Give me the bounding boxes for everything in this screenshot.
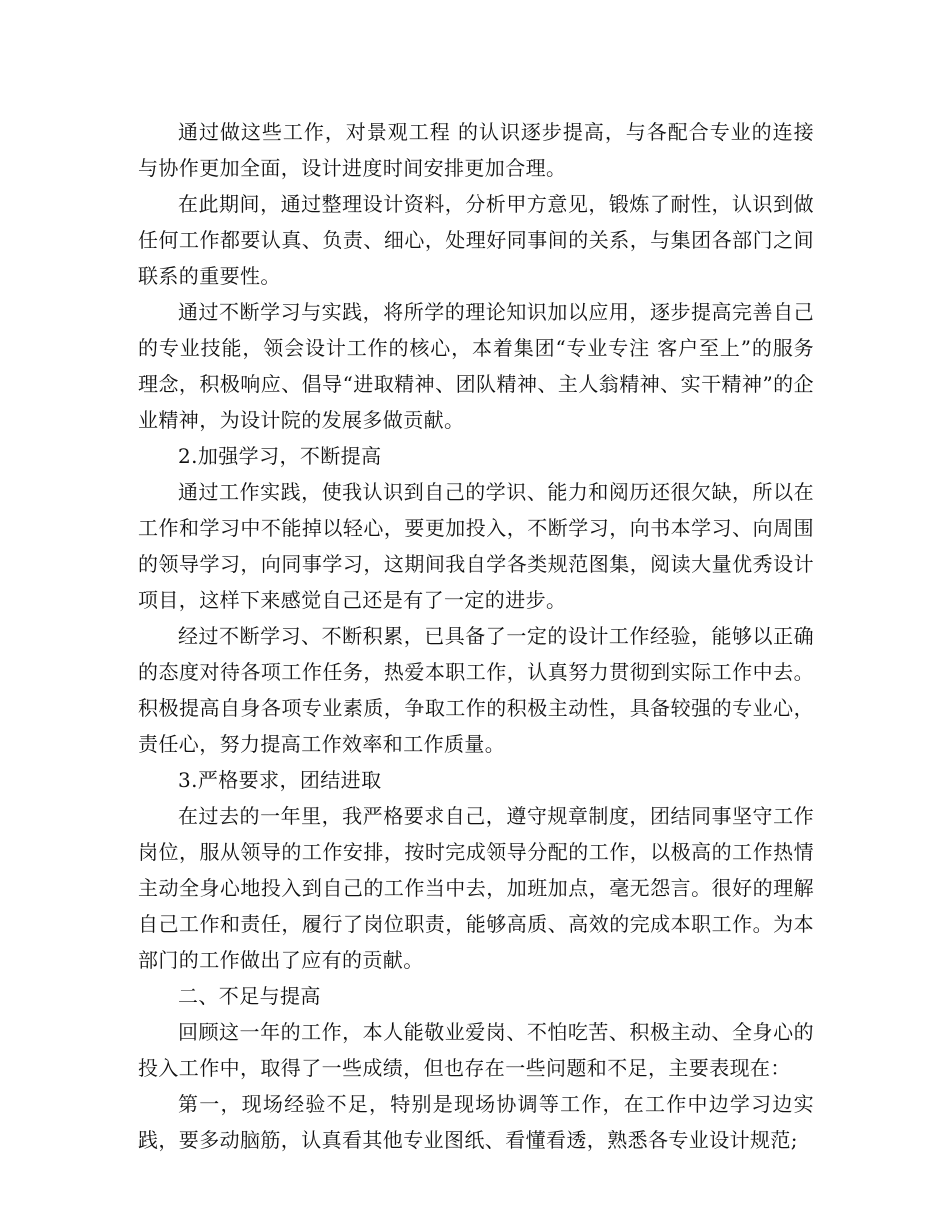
paragraph-6: 在过去的一年里，我严格要求自己，遵守规章制度，团结同事坚守工作岗位，服从领导的工作安排，按时完成领导分配的工作，以极高的工作热情主动全身心地投入到自己的工作当中去，加班加点，毫无怨言。很好的理解自己工作和责任，履行了岗位职责，能够高质、高效的完成本职工作。为本部门的工作做出了应有的贡献。 [138, 804, 814, 972]
document-body [138, 114, 814, 1158]
section-heading-shortcomings: 二、不足与提高 [178, 984, 321, 1008]
paragraph-7: 回顾这一年的工作，本人能敬业爱岗、不怕吃苦、积极主动、全身心的投入工作中，取得了一些成绩，但也存在一些问题和不足，主要表现在： [138, 1020, 814, 1080]
paragraph-1: 通过做这些工作，对景观工程 的认识逐步提高，与各配合专业的连接与协作更加全面，设计进度时间安排更加合理。 [138, 120, 814, 180]
paragraph-8: 第一，现场经验不足，特别是现场协调等工作，在工作中边学习边实践，要多动脑筋，认真看其他专业图纸、看懂看透，熟悉各专业设计规范; [138, 1092, 814, 1152]
paragraph-4: 通过工作实践，使我认识到自己的学识、能力和阅历还很欠缺，所以在工作和学习中不能掉以轻心，要更加投入，不断学习，向书本学习、向周围的领导学习，向同事学习，这期间我自学各类规范图集，阅读大量优秀设计项目，这样下来感觉自己还是有了一定的进步。 [138, 480, 814, 612]
paragraph-2: 在此期间，通过整理设计资料，分析甲方意见，锻炼了耐性，认识到做任何工作都要认真、负责、细心，处理好同事间的关系，与集团各部门之间联系的重要性。 [138, 192, 814, 288]
paragraph-5: 经过不断学习、不断积累，已具备了一定的设计工作经验，能够以正确的态度对待各项工作任务，热爱本职工作，认真努力贯彻到实际工作中去。积极提高自身各项专业素质，争取工作的积极主动性，具备较强的专业心，责任心，努力提高工作效率和工作质量。 [138, 624, 814, 756]
paragraph-3: 通过不断学习与实践，将所学的理论知识加以应用，逐步提高完善自己的专业技能，领会设计工作的核心，本着集团“专业专注 客户至上”的服务理念，积极响应、倡导“进取精神、团队精神、主人翁精神、实干精神”的企业精神，为设计院的发展多做贡献。 [138, 300, 814, 432]
section-heading-2: 2.加强学习，不断提高 [178, 444, 382, 468]
section-heading-3: 3.严格要求，团结进取 [178, 768, 382, 792]
